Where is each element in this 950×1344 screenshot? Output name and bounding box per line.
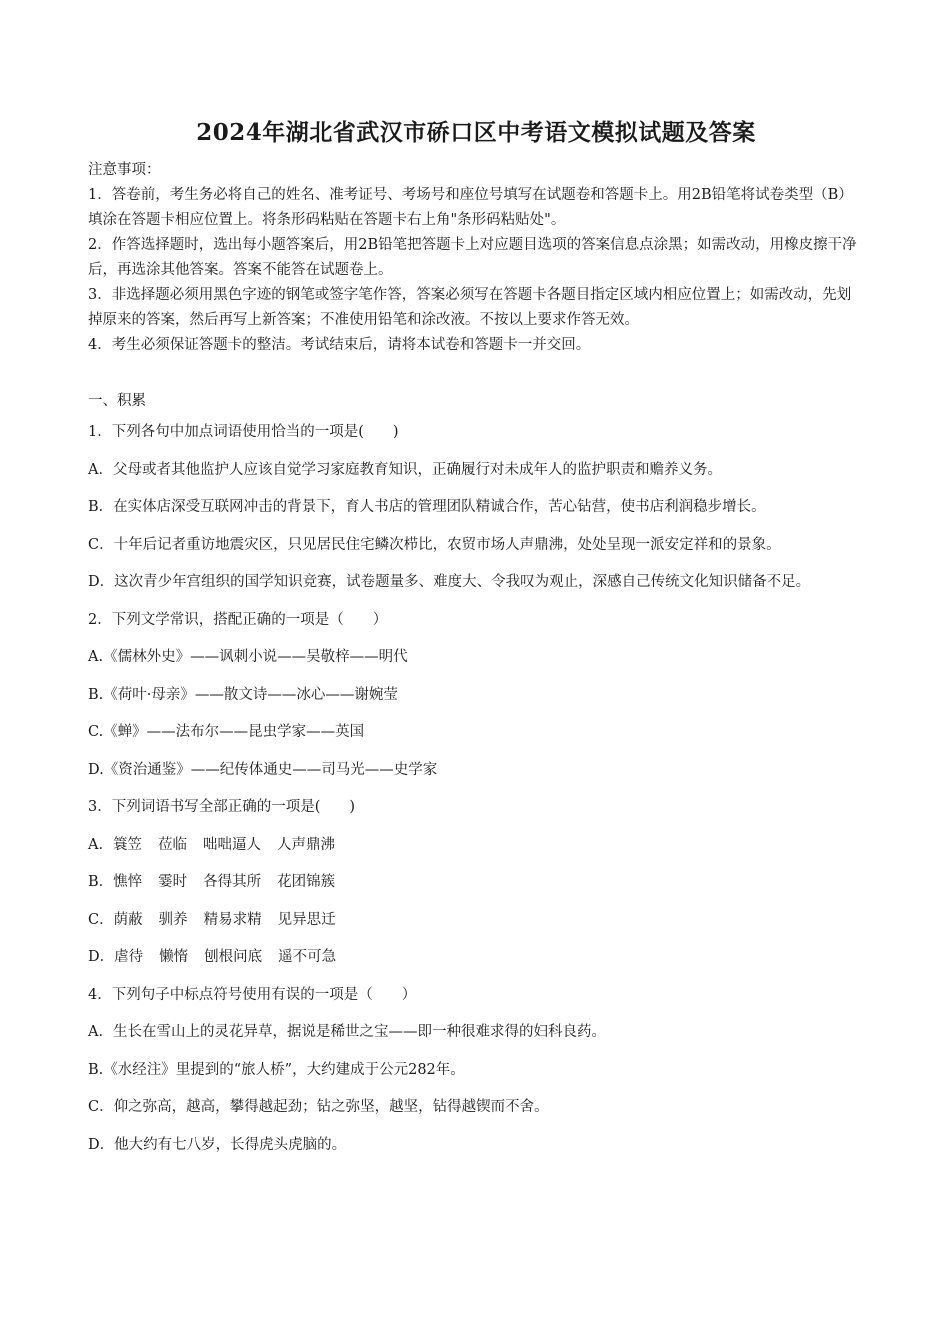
- option-d: D．虐待 懒惰 刨根问底 遥不可急: [88, 949, 337, 965]
- notice-heading: 注意事项：: [88, 162, 161, 178]
- question-3: [88, 789, 864, 977]
- section-heading: 一、积累: [88, 393, 146, 409]
- question-stem: 1．下列各句中加点词语使用恰当的一项是( ): [88, 424, 399, 440]
- option-c: C.《蝉》——法布尔——昆虫学家——英国: [88, 724, 365, 740]
- option-b: B．在实体店深受互联网冲击的背景下，育人书店的管理团队精诚合作，苦心钻营，使书店利润稳步增长。: [88, 499, 766, 515]
- option-b: B.《荷叶·母亲》——散文诗——冰心——谢婉莹: [88, 686, 398, 703]
- notice-item: 1．答卷前，考生务必将自己的姓名、准考证号、考场号和座位号填写在试题卷和答题卡上。用2B铅笔将试卷类型（B）填涂在答题卡相应位置上。将条形码粘贴在答题卡右上角"条形码粘贴处"。: [88, 187, 853, 228]
- option-d: D．这次青少年宫组织的国学知识竞赛，试卷题量多、难度大、令我叹为观止，深感自己传统文化知识储备不足。: [88, 574, 811, 590]
- option-a: A．簑笠 莅临 咄咄逼人 人声鼎沸: [88, 836, 335, 853]
- question-stem: 3．下列词语书写全部正确的一项是( ): [88, 799, 356, 815]
- notice-item: 2．作答选择题时，选出每小题答案后，用2B铅笔把答题卡上对应题目选项的答案信息点涂黑；如需改动，用橡皮擦干净后，再选涂其他答案。答案不能答在试题卷上。: [88, 237, 857, 278]
- option-d: D.《资治通鉴》——纪传体通史——司马光——史学家: [88, 761, 438, 778]
- option-c: C．仰之弥高，越高，攀得越起劲；钻之弥坚，越坚，钻得越锲而不舍。: [88, 1099, 549, 1115]
- option-c: C．十年后记者重访地震灾区，只见居民住宅鳞次栉比，农贸市场人声鼎沸，处处呈现一派安定祥和的景象。: [88, 536, 781, 553]
- option-a: A.《儒林外史》——讽刺小说——吴敬梓——明代: [88, 649, 408, 665]
- question-4: [88, 977, 864, 1165]
- notice-item: 3．非选择题必须用黑色字迹的钢笔或签字笔作答，答案必须写在答题卡各题目指定区域内相应位置上；如需改动，先划掉原来的答案，然后再写上新答案；不准使用铅笔和涂改液。不按以上要求作答无效。: [88, 287, 852, 328]
- question-2: [88, 602, 864, 790]
- question-stem: 2．下列文学常识，搭配正确的一项是（ ）: [88, 611, 388, 628]
- question-stem: 4．下列句子中标点符号使用有误的一项是（ ）: [88, 986, 417, 1003]
- option-a: A．生长在雪山上的灵花异草，据说是稀世之宝——即一种很难求得的妇科良药。: [88, 1024, 606, 1040]
- question-1: [88, 414, 864, 602]
- exam-page: [88, 118, 864, 1164]
- option-b: B．憔悴 霎时 各得其所 花团锦簇: [88, 874, 336, 890]
- option-b: B.《水经注》里提到的“旅人桥”，大约建成于公元282年。: [88, 1061, 465, 1078]
- page-title: 2024年湖北省武汉市硚口区中考语文模拟试题及答案: [196, 119, 756, 146]
- notice-section: [88, 158, 864, 358]
- option-c: C．荫蔽 驯养 精易求精 见异思迁: [88, 911, 336, 928]
- option-a: A．父母或者其他监护人应该自觉学习家庭教育知识，正确履行对未成年人的监护职责和赡养义务。: [88, 461, 722, 478]
- notice-item: 4．考生必须保证答题卡的整洁。考试结束后，请将本试卷和答题卡一并交回。: [88, 337, 591, 353]
- option-d: D．他大约有七八岁，长得虎头虎脑的。: [88, 1136, 347, 1153]
